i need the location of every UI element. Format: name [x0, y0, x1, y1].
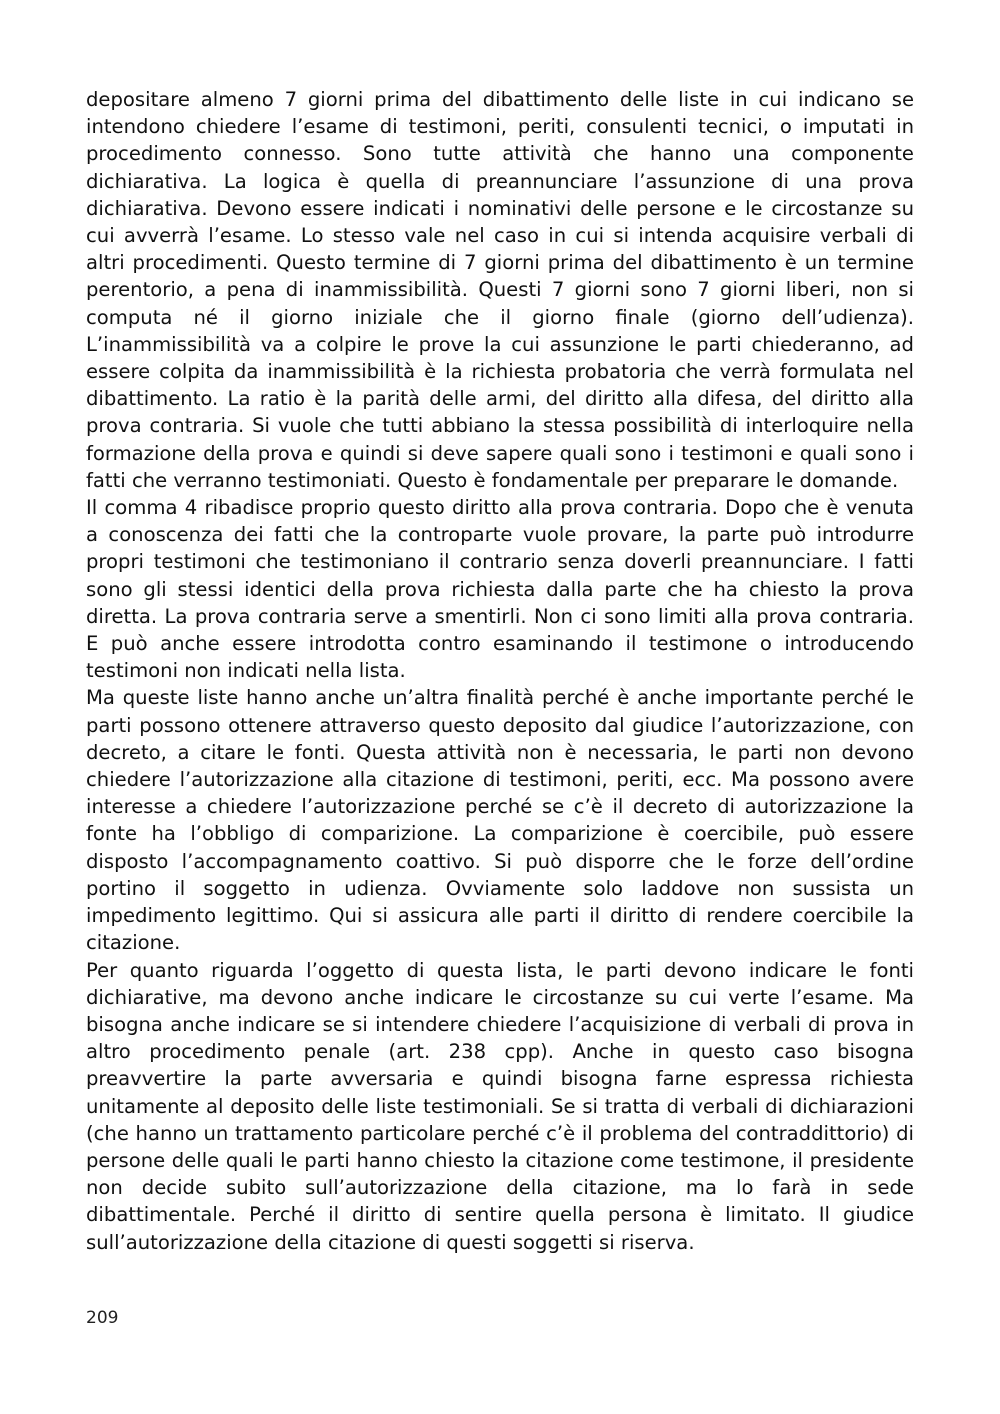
- paragraph-3: Ma queste liste hanno anche un’altra finalità perché è anche importante perché le parti possono ottenere attraverso questo deposito dal giudice l’autorizzazione, con decreto, a citare le fonti. Questa attività non è necessaria, le parti non devono chiedere l’autorizzazione alla citazione di testimoni, periti, ecc. Ma possono avere interesse a chiedere l’autorizzazione perché se c’è il decreto di autorizzazione la fonte ha l’obbligo di comparizione. La comparizione è coercibile, può essere disposto l’accompagnamento coattivo. Si può disporre che le forze dell’ordine portino il soggetto in udienza. Ovviamente solo laddove non sussista un impedimento legittimo. Qui si assicura alle parti il diritto di rendere coercibile la citazione.: [86, 686, 914, 955]
- paragraph-1: depositare almeno 7 giorni prima del dibattimento delle liste in cui indicano se intendono chiedere l’esame di testimoni, periti, consulenti tecnici, o imputati in procedimento connesso. Sono tutte attività che hanno una componente dichiarativa. La logica è quella di preannunciare l’assunzione di una prova dichiarativa. Devono essere indicati i nominativi delle persone e le circostanze su cui avverrà l’esame. Lo stesso vale nel caso in cui si intenda acquisire verbali di altri procedimenti. Questo termine di 7 giorni prima del dibattimento è un termine perentorio, a pena di inammissibilità. Questi 7 giorni sono 7 giorni liberi, non si computa né il giorno iniziale che il giorno finale (giorno dell’udienza). L’inammissibilità va a colpire le prove la cui assunzione le parti chiederanno, ad essere colpita da inammissibilità è la richiesta probatoria che verrà formulata nel dibattimento. La ratio è la parità delle armi, del diritto alla difesa, del diritto alla prova contraria. Si vuole che tutti abbiano la stessa possibilità di interloquire nella formazione della prova e quindi si deve sapere quali sono i testimoni e quali sono i fatti che verranno testimoniati. Questo è fondamentale per preparare le domande.: [86, 88, 914, 492]
- body-text: [86, 86, 914, 1256]
- paragraph-2: Il comma 4 ribadisce proprio questo diritto alla prova contraria. Dopo che è venuta a conoscenza dei fatti che la controparte vuole provare, la parte può introdurre propri testimoni che testimoniano il contrario senza doverli preannunciare. I fatti sono gli stessi identici della prova richiesta dalla parte che ha chiesto la prova diretta. La prova contraria serve a smentirli. Non ci sono limiti alla prova contraria. E può anche essere introdotta contro esaminando il testimone o introducendo testimoni non indicati nella lista.: [86, 496, 914, 683]
- paragraph-4: Per quanto riguarda l’oggetto di questa lista, le parti devono indicare le fonti dichiarative, ma devono anche indicare le circostanze su cui verte l’esame. Ma bisogna anche indicare se si intendere chiedere l’acquisizione di verbali di prova in altro procedimento penale (art. 238 cpp). Anche in questo caso bisogna preavvertire la parte avversaria e quindi bisogna farne espressa richiesta unitamente al deposito delle liste testimoniali. Se si tratta di verbali di dichiarazioni (che hanno un trattamento particolare perché c’è il problema del contraddittorio) di persone delle quali le parti hanno chiesto la citazione come testimone, il presidente non decide subito sull’autorizzazione della citazione, ma lo farà in sede dibattimentale. Perché il diritto di sentire quella persona è limitato. Il giudice sull’autorizzazione della citazione di questi soggetti si riserva.: [86, 958, 914, 1254]
- page-number: 209: [86, 1308, 119, 1328]
